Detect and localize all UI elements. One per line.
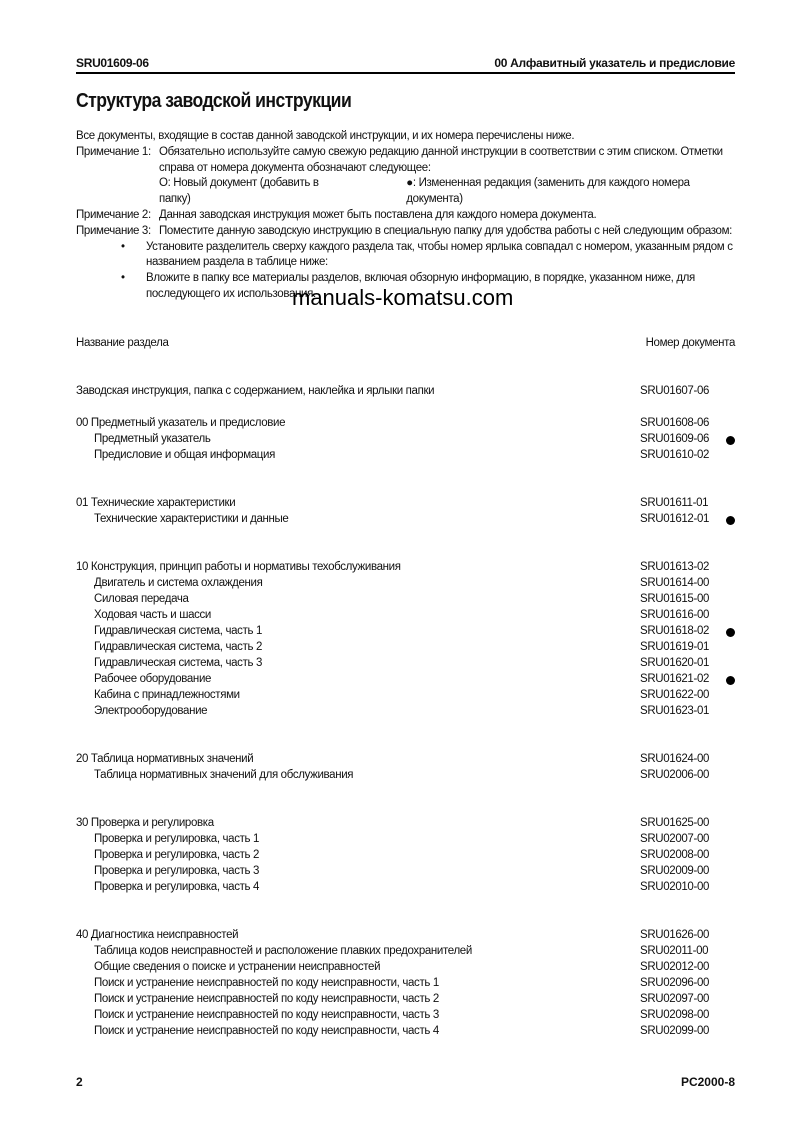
section-group [76, 417, 735, 465]
section-name: Поиск и устранение неисправностей по коду неисправности, часть 3 [94, 1009, 439, 1021]
subsection-row [76, 625, 735, 641]
section-name: Предисловие и общая информация [94, 449, 275, 461]
document-number: SRU01607-06 [640, 385, 710, 397]
section-name: Поиск и устранение неисправностей по коду неисправности, часть 1 [94, 977, 439, 989]
section-row [76, 753, 735, 769]
subsection-row [76, 593, 735, 609]
section-name: Общие сведения о поиске и устранении неисправностей [94, 961, 381, 973]
subsection-row [76, 673, 735, 689]
subsection-row [76, 577, 735, 593]
document-number: SRU01609-06 [640, 433, 710, 445]
legend-revised: ●: Измененная редакция (заменить для каждого номера документа) [406, 177, 690, 206]
document-number: SRU01619-01 [640, 641, 710, 653]
legend-new-doc: О: Новый документ (добавить в папку) [159, 177, 319, 206]
document-number: SRU02096-00 [640, 977, 710, 989]
section-row [76, 929, 735, 945]
section-name: Таблица кодов неисправностей и расположение плавких предохранителей [94, 945, 472, 957]
subsection-row [76, 689, 735, 705]
subsection-row [76, 849, 735, 865]
section-group [76, 497, 735, 529]
header-doc-number: SRU01609-06 [76, 56, 149, 70]
machine-model: PC2000-8 [680, 1075, 735, 1089]
subsection-row [76, 641, 735, 657]
bullet-text: Установите разделитель сверху каждого раздела так, чтобы номер ярлыка совпадал с номером, указанным рядом с названием раздела в таблице ниже: [146, 240, 733, 269]
note-text: Обязательно используйте самую свежую редакцию данной инструкции в соответствии с этим списком. Отметки справа от номера документа обозначают следующее: О: Новый документ (добавить в папку) ●: Измененная редакция (заменить для каждого номера документа) [159, 145, 740, 208]
document-number: SRU01620-01 [640, 657, 710, 669]
section-name: Электрооборудование [94, 705, 208, 717]
subsection-row [76, 609, 735, 625]
document-number: SRU02099-00 [640, 1025, 710, 1037]
document-number: SRU01610-02 [640, 449, 710, 461]
bullet-item [121, 240, 740, 272]
document-number: SRU01616-00 [640, 609, 710, 621]
section-name: 40 Диагностика неисправностей [76, 929, 239, 941]
document-number: SRU02008-00 [640, 849, 710, 861]
section-name: Рабочее оборудование [94, 673, 212, 685]
intro-lead: Все документы, входящие в состав данной заводской инструкции, и их номера перечислены ниже. [76, 130, 575, 142]
document-number: SRU02006-00 [640, 769, 710, 781]
section-name: Двигатель и система охлаждения [94, 577, 263, 589]
document-number: SRU02012-00 [640, 961, 710, 973]
subsection-row [76, 1009, 735, 1025]
header-section-title: 00 Алфавитный указатель и предисловие [494, 56, 735, 70]
revised-mark-icon [726, 676, 735, 685]
section-name: Поиск и устранение неисправностей по коду неисправности, часть 2 [94, 993, 439, 1005]
section-group [76, 929, 735, 1041]
bullet-icon: • [121, 240, 125, 253]
section-name: Поиск и устранение неисправностей по коду неисправности, часть 4 [94, 1025, 439, 1037]
document-number: SRU02007-00 [640, 833, 710, 845]
section-group [76, 561, 735, 721]
watermark: manuals-komatsu.com [292, 285, 514, 310]
document-number: SRU02009-00 [640, 865, 710, 877]
document-number: SRU01614-00 [640, 577, 710, 589]
section-name: 20 Таблица нормативных значений [76, 753, 254, 765]
document-number: SRU01618-02 [640, 625, 710, 637]
section-row [76, 561, 735, 577]
page-number: 2 [76, 1075, 83, 1089]
document-number: SRU01608-06 [640, 417, 710, 429]
section-group [76, 385, 735, 401]
document-number: SRU01623-01 [640, 705, 710, 717]
document-number: SRU01622-00 [640, 689, 710, 701]
section-name: 10 Конструкция, принцип работы и нормативы техобслуживания [76, 561, 401, 573]
section-name: Проверка и регулировка, часть 1 [94, 833, 260, 845]
section-name: 00 Предметный указатель и предисловие [76, 417, 286, 429]
document-number: SRU01613-02 [640, 561, 710, 573]
subsection-row [76, 657, 735, 673]
section-name: Проверка и регулировка, часть 4 [94, 881, 260, 893]
table-header [76, 337, 735, 349]
note-2 [76, 208, 740, 224]
section-name: Таблица нормативных значений для обслуживания [94, 769, 354, 781]
note-text: Данная заводская инструкция может быть поставлена для каждого номера документа. [159, 208, 597, 221]
document-number: SRU01611-01 [640, 497, 709, 509]
revised-mark-icon [726, 516, 735, 525]
section-name: 01 Технические характеристики [76, 497, 236, 509]
subsection-row [76, 833, 735, 849]
section-name: Гидравлическая система, часть 2 [94, 641, 263, 653]
note-1 [76, 145, 740, 208]
document-number: SRU01624-00 [640, 753, 710, 765]
subsection-row [76, 945, 735, 961]
intro-block [76, 129, 740, 303]
column-header-section-name: Название раздела [76, 337, 169, 349]
section-name: 30 Проверка и регулировка [76, 817, 214, 829]
section-name: Предметный указатель [94, 433, 211, 445]
subsection-row [76, 865, 735, 881]
document-number: SRU01612-01 [640, 513, 710, 525]
subsection-row [76, 513, 735, 529]
marks-legend [159, 176, 740, 208]
document-number: SRU02098-00 [640, 1009, 710, 1021]
subsection-row [76, 881, 735, 897]
section-name: Проверка и регулировка, часть 3 [94, 865, 260, 877]
section-name: Ходовая часть и шасси [94, 609, 211, 621]
section-row [76, 817, 735, 833]
section-name: Технические характеристики и данные [94, 513, 289, 525]
section-name: Силовая передача [94, 593, 189, 605]
section-name: Заводская инструкция, папка с содержанием, наклейка и ярлыки папки [76, 385, 435, 397]
section-name: Гидравлическая система, часть 3 [94, 657, 263, 669]
document-number: SRU01621-02 [640, 673, 710, 685]
note-label: Примечание 3: [76, 224, 151, 237]
document-number: SRU01626-00 [640, 929, 710, 941]
subsection-row [76, 977, 735, 993]
section-name: Проверка и регулировка, часть 2 [94, 849, 260, 861]
subsection-row [76, 449, 735, 465]
subsection-row [76, 993, 735, 1009]
page-header [76, 56, 735, 74]
section-group [76, 817, 735, 897]
document-number: SRU02097-00 [640, 993, 710, 1005]
note-label: Примечание 1: [76, 145, 151, 158]
document-number: SRU01615-00 [640, 593, 710, 605]
subsection-row [76, 769, 735, 785]
note-label: Примечание 2: [76, 208, 151, 221]
document-number: SRU01625-00 [640, 817, 710, 829]
document-number: SRU02011-00 [640, 945, 709, 957]
section-row [76, 497, 735, 513]
subsection-row [76, 1025, 735, 1041]
section-row [76, 385, 735, 401]
section-row [76, 417, 735, 433]
page-footer [76, 1075, 735, 1089]
subsection-row [76, 433, 735, 449]
note-3 [76, 224, 740, 240]
bullet-text: Вложите в папку все материалы разделов, включая обзорную информацию, в порядке, указанном ниже, для последующего их использования. [146, 272, 695, 300]
document-number: SRU02010-00 [640, 881, 710, 893]
revised-mark-icon [726, 628, 735, 637]
section-name: Кабина с принадлежностями [94, 689, 240, 701]
section-name: Гидравлическая система, часть 1 [94, 625, 263, 637]
page-title: Структура заводской инструкции [76, 90, 352, 112]
column-header-doc-number: Номер документа [645, 337, 735, 349]
subsection-row [76, 961, 735, 977]
bullet-icon: • [121, 272, 125, 285]
note-text: Поместите данную заводскую инструкцию в специальную папку для удобства работы с ней следующим образом: [159, 224, 733, 237]
section-group [76, 753, 735, 785]
revised-mark-icon [726, 436, 735, 445]
subsection-row [76, 705, 735, 721]
